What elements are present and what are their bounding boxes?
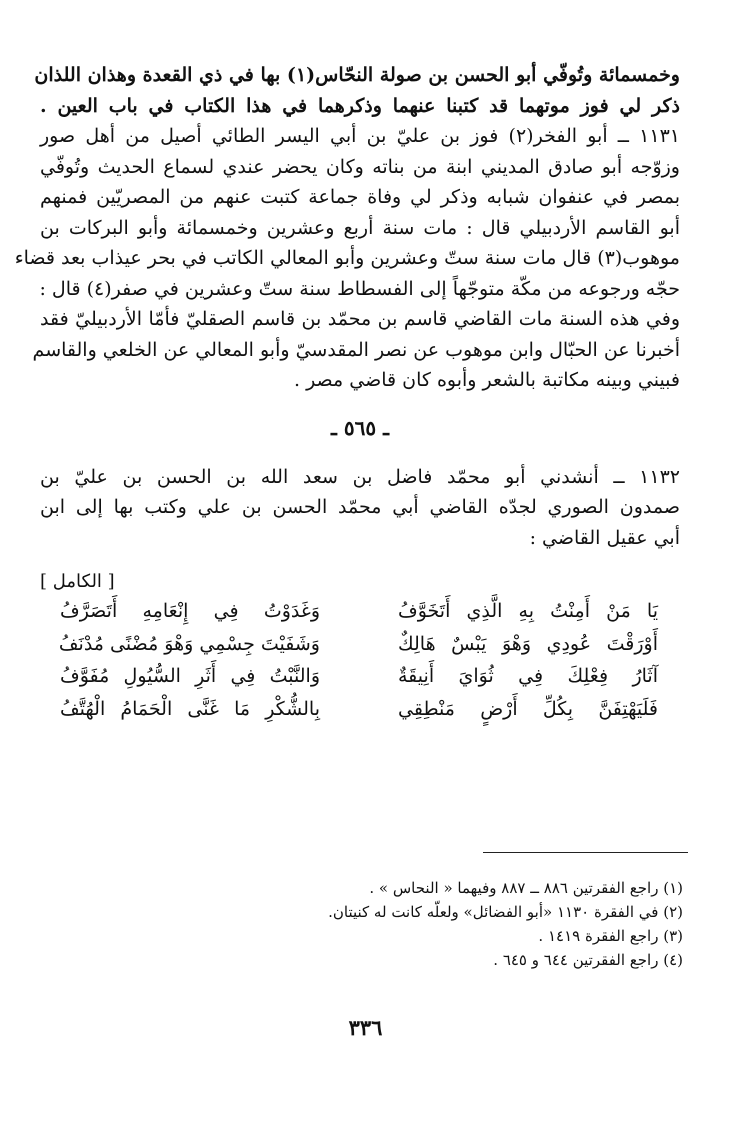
main-text-block <box>14 60 680 725</box>
text-line: أبو القاسم الأردبيلي قال : مات سنة أربع وعشرين وخمسمائة وأبو البركات بن <box>40 216 680 239</box>
verse-first-hemistich: أَوْرَقْتَ عُودِي وَهْوَ يَبْسٌ هَالِكٌ <box>398 632 658 655</box>
verse-second-hemistich: وَغَدَوْتُ فِي إِنْعَامِهِ أَتَصَرَّفُ <box>60 600 320 622</box>
footnote: (٢) في الفقرة ١١٣٠ «أبو الفضائل» ولعلّه كانت له كنيتان. <box>328 903 683 921</box>
verse-line <box>40 660 680 693</box>
text-line: وخمسمائة وتُوفّي أبو الحسن بن صولة النحّاس(١) بها في ذي القعدة وهذان اللذان <box>34 64 680 86</box>
text-line: ذكر لي فوز موتهما قد كتبنا عنهما وذكرهما في هذا الكتاب في باب العين . <box>40 94 680 117</box>
text-line: صمدون الصوري لجدّه القاضي أبي محمّد الحسن بن علي وكتب بها إلى ابن <box>40 496 680 518</box>
footnote: (٤) راجع الفقرتين ٦٤٤ و ٦٤٥ . <box>493 951 683 969</box>
verse-line <box>40 595 680 628</box>
text-line: وفي هذه السنة مات القاضي قاسم بن محمّد بن قاسم الصقليّ فأمّا الأردبيليّ فقد <box>40 308 680 330</box>
text-line: بمصر في عنفوان شبابه وذكر لي وفاة جماعة كتبت عنهم من المصريّين فمنهم <box>40 186 680 208</box>
verse-second-hemistich: وَالنَّبْتُ فِي أَثَرِ السُّيُولِ مُفَوَّفُ <box>60 665 320 687</box>
text-line: أبي عقيل القاضي : <box>529 526 680 549</box>
footnote-divider <box>483 852 688 853</box>
text-line: موهوب(٣) قال مات سنة ستّ وعشرين وأبو المعالي الكاتب في بحر عيذاب بعد قضاء <box>14 247 680 269</box>
footnote: (٣) راجع الفقرة ١٤١٩ . <box>538 927 683 945</box>
internal-page-marker: ـ ٥٦٥ ـ <box>331 415 389 440</box>
entry-1132-heading-line: ١١٣٢ ــ أنشدني أبو محمّد فاضل بن سعد الله بن الحسن بن عليّ بن <box>40 465 680 488</box>
verse-second-hemistich: وَشَفَيْتَ جِسْمِي وَهْوَ مُضْنًى مُدْنَفُ <box>58 632 320 655</box>
verse-line <box>40 693 680 726</box>
text-line: أخبرنا عن الحبّال وابن موهوب عن نصر المقدسيّ وأبو المعالي عن الخلعي والقاسم <box>32 338 680 361</box>
verse-first-hemistich: فَلَيَهْتِفَنَّ بِكُلِّ أَرْضٍ مَنْطِقِي <box>398 697 658 720</box>
verse-line <box>40 628 680 661</box>
text-line: حجّه ورجوعه من مكّة متوجّهاً إلى الفسطاط سنة ستّ وعشرين في صفر(٤) قال : <box>39 277 680 300</box>
page-number: ٣٣٦ <box>348 1015 383 1040</box>
verse-first-hemistich: يَا مَنْ أَمِنْتُ بِهِ الَّذِي أَتَخَوَّفُ <box>398 600 658 622</box>
entry-1131-heading-line: ١١٣١ ــ أبو الفخر(٢) فوز بن عليّ بن أبي اليسر الطائي أصيل من أهل صور <box>40 125 680 147</box>
text-line: وزوّجه أبو صادق المديني ابنة من بناته وكان يحضر عندي لسماع الحديث وتُوفّي <box>40 155 680 178</box>
footnote: (١) راجع الفقرتين ٨٨٦ ــ ٨٨٧ وفيهما « النحاس » . <box>369 879 683 897</box>
verse-first-hemistich: آثَارُ فِعْلِكَ فِي ثُوَايَ أَنِيقَةٌ <box>398 665 658 687</box>
verse-second-hemistich: بِالشُّكْرِ مَا غَنَّى الْحَمَامُ الْهُتَّفُ <box>60 697 320 720</box>
footnotes <box>163 876 683 972</box>
poem-meter-label: [ الكامل ] <box>40 571 115 592</box>
text-line: فبيني وبينه مكاتبة بالشعر وأبوه كان قاضي مصر . <box>293 369 680 391</box>
